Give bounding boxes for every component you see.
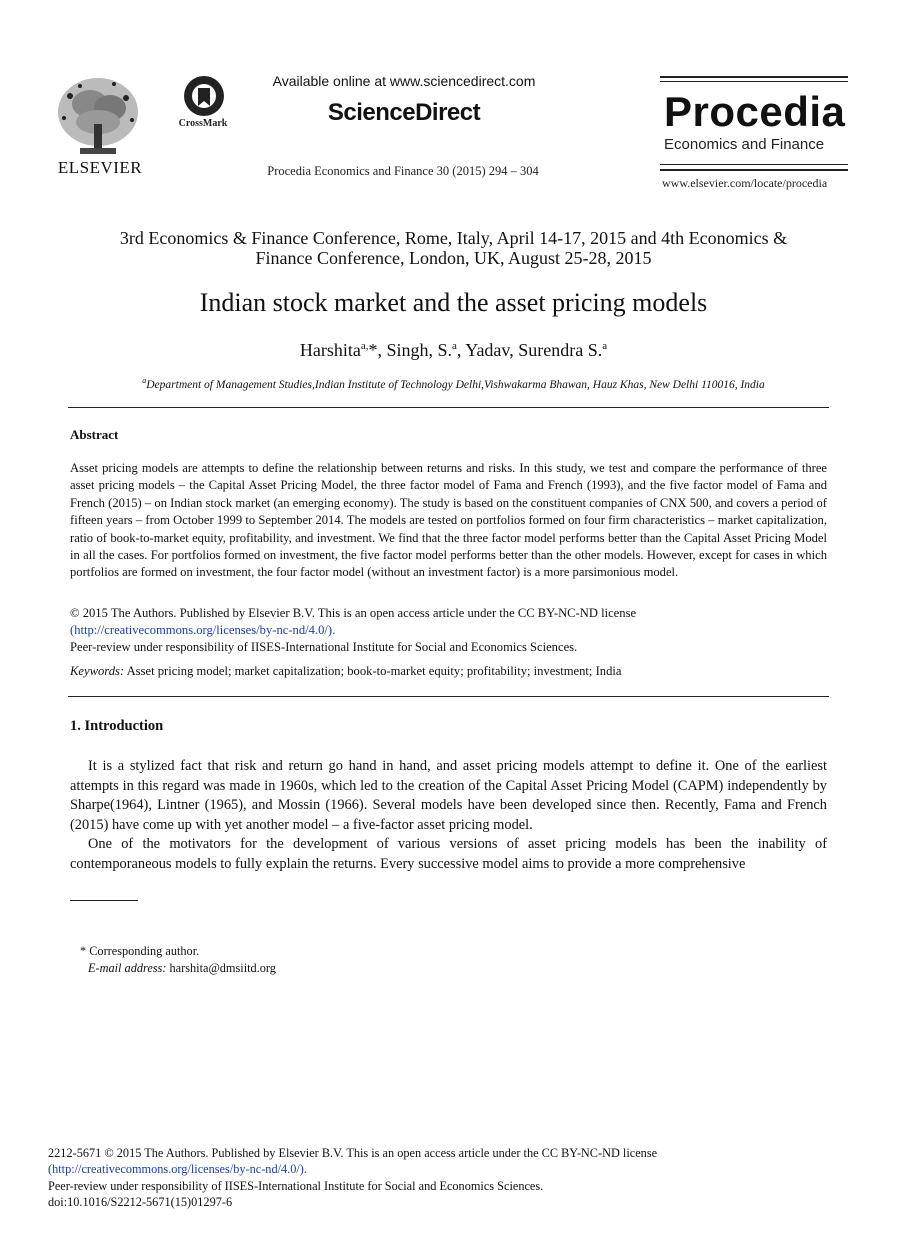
journal-reference: Procedia Economics and Finance 30 (2015) 294 – 304 <box>267 164 539 178</box>
abstract-heading: Abstract <box>70 427 119 442</box>
email-address[interactable]: harshita@dmsiitd.org <box>169 961 276 975</box>
page-footer <box>48 1145 748 1211</box>
license-link[interactable]: (http://creativecommons.org/licenses/by-nc-nd/4.0/). <box>70 622 336 637</box>
article-title: Indian stock market and the asset pricing models <box>199 288 708 317</box>
affiliation <box>70 376 837 391</box>
crossmark-label: CrossMark <box>178 118 228 129</box>
paragraph: It is a stylized fact that risk and return go hand in hand, and asset pricing models attempt to define it. One of the earliest attempts in this regard was made in 1960s, which led to the creation of the Capital Asset Pricing Model (CAPM) independently by Sharpe(1964), Lintner (1965), and Mossin (1966). Several models have been developed since then. Recently, Fama and French (2015) have come up with yet another model – a five-factor asset pricing model. <box>70 758 827 833</box>
license-line: © 2015 The Authors. Published by Elsevier B.V. This is an open access article under the CC BY-NC-ND license <box>70 606 637 620</box>
email-label: E-mail address: <box>88 961 167 975</box>
abstract-text: Asset pricing models are attempts to define the relationship between returns and risks. In this study, we test and compare the performance of three asset pricing models – the Capital Asset Pricing Model, the three factor model of Fama and French (1993), and the five factor model of Fama and French (2015) – on Indian stock market (an emerging economy). The study is based on the constituent companies of CNX 500, and covers a period of fifteen years – from October 1999 to September 2014. The models are tested on portfolios formed on four firm characteristics – market capitalization, ratio of book-to-market equity, profitability, and investment. We find that the three factor model performs better than the Capital Asset Pricing Model in all the cases. For portfolios formed on investment, the five factor model performs better than the other models. However, except for cases in which portfolios are formed on investment, the four factor model (without an investment factor) is a more parsimonious model. <box>70 461 827 580</box>
conference-line-1: 3rd Economics & Finance Conference, Rome, Italy, April 14-17, 2015 and 4th Economics & <box>119 228 788 248</box>
introduction-body <box>70 757 827 875</box>
divider <box>68 407 829 408</box>
procedia-url[interactable]: www.elsevier.com/locate/procedia <box>662 176 828 190</box>
affiliation-text: Department of Management Studies,Indian Institute of Technology Delhi,Vishwakarma Bhawan, Hauz Khas, New Delhi 110016, India <box>146 378 765 391</box>
author-sup: a <box>452 340 457 352</box>
footer-license-link[interactable]: (http://creativecommons.org/licenses/by-nc-nd/4.0/). <box>48 1162 307 1177</box>
keywords-label: Keywords: <box>70 664 125 678</box>
available-online-text: Available online at www.sciencedirect.com <box>272 73 536 89</box>
author-sup: a <box>602 340 608 352</box>
author-name: Yadav, Surendra S. <box>465 340 603 360</box>
affiliation-sup: a <box>142 376 147 385</box>
sciencedirect-wordmark: ScienceDirect <box>327 99 481 126</box>
author-name: Harshita <box>299 340 361 360</box>
license-block <box>70 605 827 655</box>
paragraph: One of the motivators for the development of various versions of asset pricing models has been the inability of contemporaneous models to fully explain the returns. Every successive model aims to provide a more comprehensive <box>70 836 827 872</box>
footnote-rule <box>70 900 138 901</box>
procedia-logo <box>660 76 848 190</box>
procedia-subtitle: Economics and Finance <box>664 136 825 153</box>
footer-doi[interactable]: doi:10.1016/S2212-5671(15)01297-6 <box>48 1195 233 1210</box>
divider <box>68 696 829 697</box>
peer-review-line: Peer-review under responsibility of IISES-International Institute for Social and Economics Sciences. <box>70 639 578 654</box>
procedia-title: Procedia <box>664 88 846 135</box>
author-name: Singh, S. <box>386 340 453 360</box>
author-list: Harshita$^{a,}$*, Singh, S.$^a$, Yadav, Surendra S.$^a$ <box>299 340 608 360</box>
section-heading-introduction: 1. Introduction <box>70 718 164 734</box>
footer-copyright: 2212-5671 © 2015 The Authors. Published by Elsevier B.V. This is an open access article under the CC BY-NC-ND license <box>48 1146 658 1160</box>
corresponding-author-note: * Corresponding author. <box>80 944 200 958</box>
conference-line-2: Finance Conference, London, UK, August 25-28, 2015 <box>255 248 652 268</box>
conference-info <box>70 228 837 268</box>
keywords-list: Asset pricing model; market capitalization; book-to-market equity; profitability; investment; India <box>126 664 622 678</box>
author-sup: a, <box>360 340 369 352</box>
keywords <box>70 664 827 679</box>
corresponding-star: * <box>368 340 378 360</box>
elsevier-wordmark: ELSEVIER <box>57 158 143 177</box>
footnote <box>80 943 276 977</box>
footer-peer-review: Peer-review under responsibility of IISES-International Institute for Social and Economics Sciences. <box>48 1178 544 1193</box>
